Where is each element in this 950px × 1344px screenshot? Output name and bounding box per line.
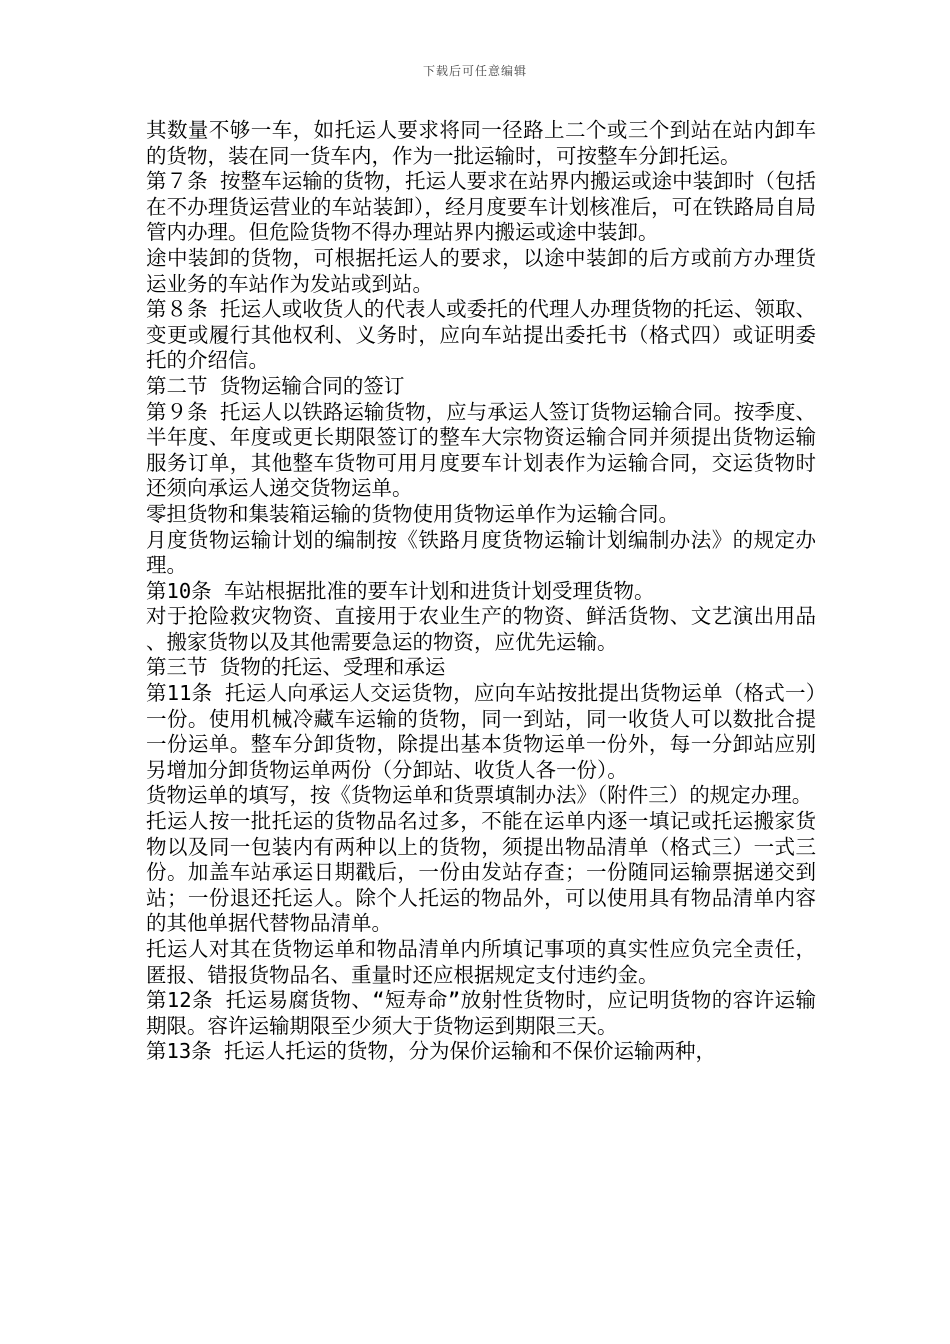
paragraph: 途中装卸的货物，可根据托运人的要求，以途中装卸的后方或前方办理货运业务的车站作为发站或到站。	[146, 245, 816, 296]
article-13: 第13条 托运人托运的货物，分为保价运输和不保价运输两种，	[146, 1039, 717, 1064]
article-9: 第９条 托运人以铁路运输货物，应与承运人签订货物运输合同。按季度、半年度、年度或更长期限签订的整车大宗物资运输合同并须提出货物运输服务订单，其他整车货物可用月度要车计划表作为运输合同，交运货物时还须向承运人递交货物运单。	[146, 399, 816, 501]
article-12: 第12条 托运易腐货物、“短寿命”放射性货物时，应记明货物的容许运输期限。容许运输期限至少须大于货物运到期限三天。	[146, 988, 816, 1038]
article-10: 第10条 车站根据批准的要车计划和进货计划受理货物。	[146, 578, 655, 603]
article-7: 第７条 按整车运输的货物，托运人要求在站界内搬运或途中装卸时（包括在不办理货运营业的车站装卸），经月度要车计划核准后，可在铁路局自局管内办理。但危险货物不得办理站界内搬运或途中装卸。	[146, 169, 816, 245]
article-8: 第８条 托运人或收货人的代表人或委托的代理人办理货物的托运、领取、变更或履行其他权利、义务时，应向车站提出委托书（格式四）或证明委托的介绍信。	[146, 297, 816, 373]
paragraph: 其数量不够一车，如托运人要求将同一径路上二个或三个到站在站内卸车的货物，装在同一货车内，作为一批运输时，可按整车分卸托运。	[146, 118, 816, 168]
document-body	[146, 118, 816, 1065]
page-header: 下载后可任意编辑	[422, 64, 527, 78]
paragraph: 月度货物运输计划的编制按《铁路月度货物运输计划编制办法》的规定办理。	[146, 527, 816, 578]
paragraph: 托运人按一批托运的货物品名过多，不能在运单内逐一填记或托运搬家货物以及同一包装内有两种以上的货物，须提出物品清单（格式三）一式三份。加盖车站承运日期戳后，一份由发站存查；一份随同运输票据递交到站；一份退还托运人。除个人托运的物品外，可以使用具有物品清单内容的其他单据代替物品清单。	[146, 809, 816, 936]
paragraph: 对于抢险救灾物资、直接用于农业生产的物资、鲜活货物、文艺演出用品、搬家货物以及其他需要急运的物资，应优先运输。	[146, 604, 816, 654]
section-heading: 第三节 货物的托运、受理和承运	[146, 655, 446, 680]
article-11: 第11条 托运人向承运人交运货物，应向车站按批提出货物运单（格式一）一份。使用机械冷藏车运输的货物，同一到站，同一收货人可以数批合提一份运单。整车分卸货物，除提出基本货物运单一份外，每一分卸站应别另增加分卸货物运单两份（分卸站、收货人各一份）。	[146, 681, 816, 782]
paragraph: 托运人对其在货物运单和物品清单内所填记事项的真实性应负完全责任，匿报、错报货物品名、重量时还应根据规定支付违约金。	[146, 937, 816, 987]
paragraph: 零担货物和集装箱运输的货物使用货物运单作为运输合同。	[146, 501, 679, 526]
section-heading: 第二节 货物运输合同的签订	[146, 373, 405, 398]
paragraph: 货物运单的填写，按《货物运单和货票填制办法》（附件三）的规定办理。	[146, 783, 813, 808]
